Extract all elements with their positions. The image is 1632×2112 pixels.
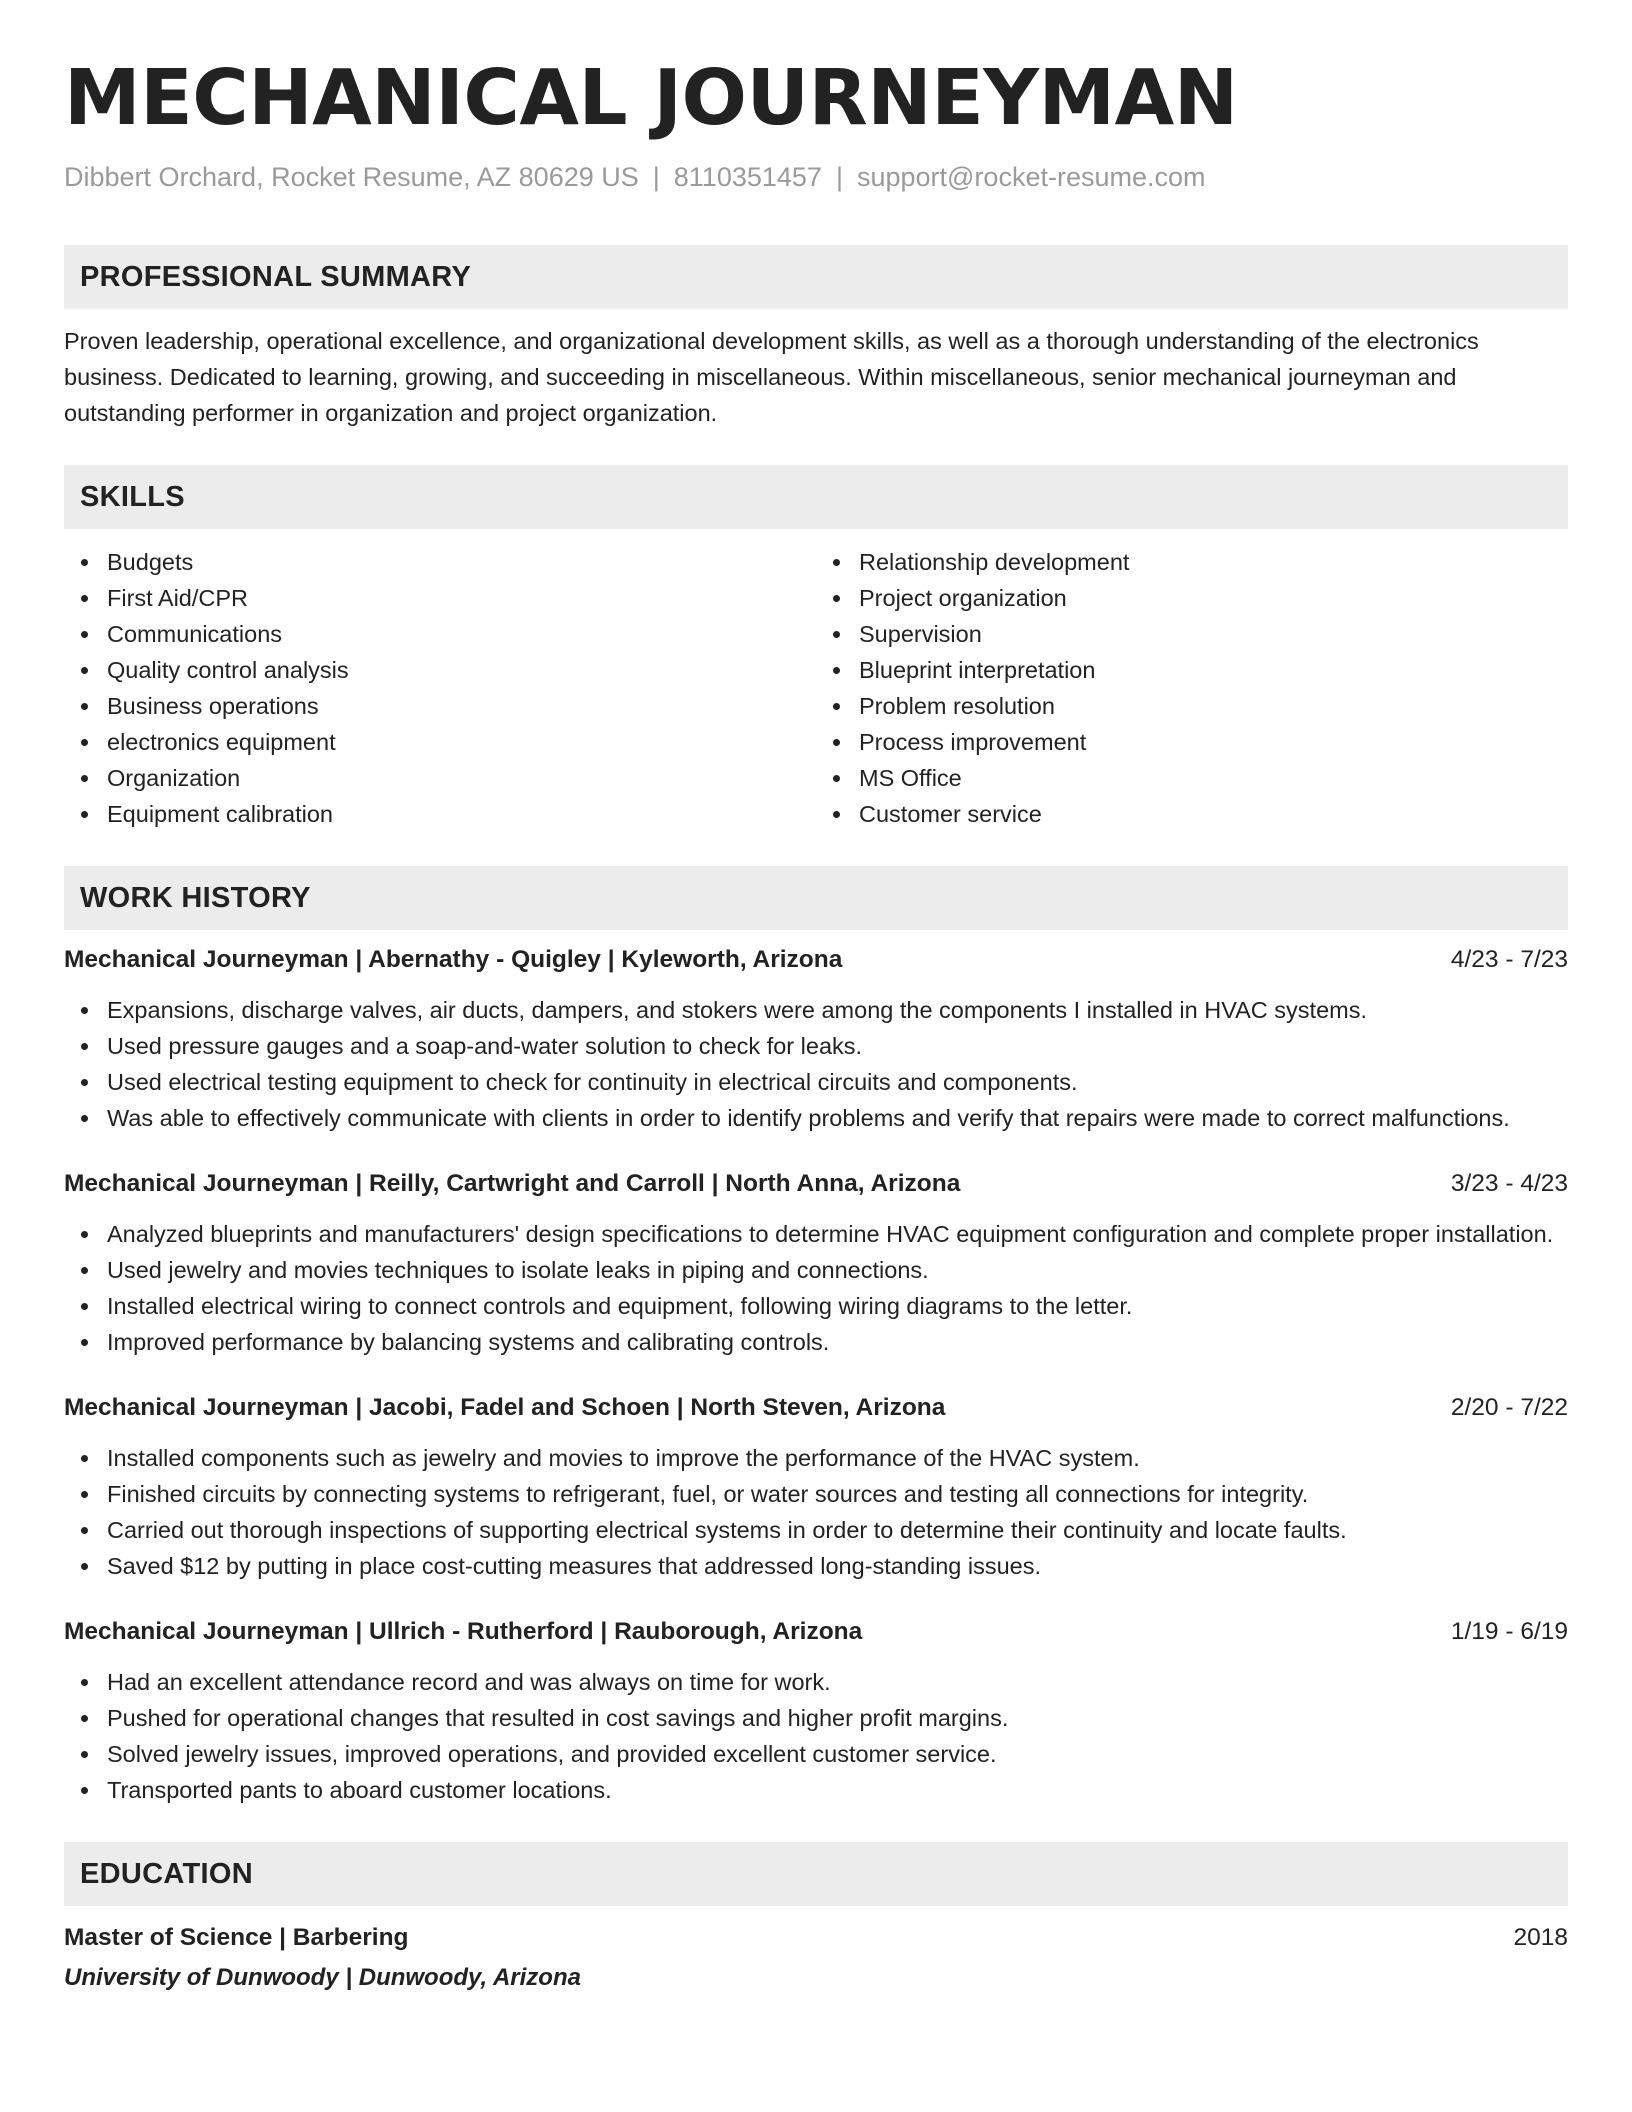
- job-dates: 2/20 - 7/22: [1450, 1394, 1568, 1422]
- job-bullet: Used electrical testing equipment to check for continuity in electrical circuits and components.: [107, 1064, 1568, 1100]
- skill-item: Quality control analysis: [107, 652, 816, 688]
- candidate-name: MECHANICAL JOURNEYMAN: [64, 54, 1238, 143]
- job-bullet: Solved jewelry issues, improved operations, and provided excellent customer service.: [107, 1736, 1568, 1772]
- skill-item: Problem resolution: [859, 688, 1568, 724]
- section-header-skills: SKILLS: [64, 465, 1568, 529]
- skills-column-right: [816, 544, 1568, 832]
- summary-text: Proven leadership, operational excellence, and organizational development skills, as well as a thorough understanding of the electronics business. Dedicated to learning, growing, and succeeding in miscellaneous. Within miscellaneous, senior mechanical journeyman and outstanding performer in organization and project organization.: [64, 328, 1479, 427]
- skill-item: Process improvement: [859, 724, 1568, 760]
- job-header: [64, 1390, 1568, 1426]
- section-header-work: WORK HISTORY: [64, 866, 1568, 930]
- contact-email: support@rocket-resume.com: [856, 162, 1206, 192]
- job-header: [64, 1166, 1568, 1202]
- job-title: Mechanical Journeyman | Ullrich - Rutherford | Rauborough, Arizona: [64, 1618, 863, 1646]
- job-bullet: Saved $12 by putting in place cost-cutting measures that addressed long-standing issues.: [107, 1548, 1568, 1584]
- skill-item: Customer service: [859, 796, 1568, 832]
- education-header: [64, 1920, 1568, 1956]
- skills-list: [64, 544, 1568, 832]
- job-bullet: Transported pants to aboard customer locations.: [107, 1772, 1568, 1808]
- skill-item: Organization: [107, 760, 816, 796]
- job-dates: 3/23 - 4/23: [1450, 1170, 1568, 1198]
- job-bullet: Installed electrical wiring to connect controls and equipment, following wiring diagrams to the letter.: [107, 1288, 1568, 1324]
- job-bullet: Carried out thorough inspections of supporting electrical systems in order to determine their continuity and locate faults.: [107, 1512, 1568, 1548]
- job-bullet: Finished circuits by connecting systems to refrigerant, fuel, or water sources and testing all connections for integrity.: [107, 1476, 1568, 1512]
- job-title: Mechanical Journeyman | Jacobi, Fadel and Schoen | North Steven, Arizona: [64, 1394, 946, 1422]
- job-bullets: [64, 1216, 1568, 1360]
- skill-item: Relationship development: [859, 544, 1568, 580]
- skills-column-left: [64, 544, 816, 832]
- job-bullet: Installed components such as jewelry and movies to improve the performance of the HVAC system.: [107, 1440, 1568, 1476]
- skill-item: Budgets: [107, 544, 816, 580]
- job-header: [64, 1614, 1568, 1650]
- job-header: [64, 942, 1568, 978]
- job-bullet: Pushed for operational changes that resulted in cost savings and higher profit margins.: [107, 1700, 1568, 1736]
- job-bullets: [64, 992, 1568, 1136]
- skill-item: Blueprint interpretation: [859, 652, 1568, 688]
- job-entry: [64, 1166, 1568, 1360]
- skill-item: First Aid/CPR: [107, 580, 816, 616]
- job-bullets: [64, 1440, 1568, 1584]
- job-entry: [64, 1614, 1568, 1808]
- contact-phone: 8110351457: [673, 162, 822, 192]
- job-dates: 4/23 - 7/23: [1450, 946, 1568, 974]
- skill-item: Communications: [107, 616, 816, 652]
- job-entry: [64, 1390, 1568, 1584]
- job-bullets: [64, 1664, 1568, 1808]
- job-bullet: Used jewelry and movies techniques to isolate leaks in piping and connections.: [107, 1252, 1568, 1288]
- education-year: 2018: [1513, 1924, 1568, 1952]
- contact-address: Dibbert Orchard, Rocket Resume, AZ 80629 US: [64, 162, 639, 192]
- education-degree: Master of Science | Barbering: [64, 1924, 409, 1952]
- contact-separator: |: [652, 162, 660, 192]
- contact-separator: |: [835, 162, 843, 192]
- skill-item: Business operations: [107, 688, 816, 724]
- skill-item: Equipment calibration: [107, 796, 816, 832]
- contact-line: [64, 161, 1568, 193]
- skill-item: MS Office: [859, 760, 1568, 796]
- section-header-summary: PROFESSIONAL SUMMARY: [64, 245, 1568, 309]
- skill-item: electronics equipment: [107, 724, 816, 760]
- education-school: University of Dunwoody | Dunwoody, Arizona: [64, 1964, 581, 1992]
- education-entry: [64, 1920, 1568, 1996]
- job-entry: [64, 942, 1568, 1136]
- job-bullet: Had an excellent attendance record and was always on time for work.: [107, 1664, 1568, 1700]
- job-title: Mechanical Journeyman | Reilly, Cartwright and Carroll | North Anna, Arizona: [64, 1170, 961, 1198]
- job-bullet: Expansions, discharge valves, air ducts, dampers, and stokers were among the components I installed in HVAC systems.: [107, 992, 1568, 1028]
- job-bullet: Used pressure gauges and a soap-and-water solution to check for leaks.: [107, 1028, 1568, 1064]
- skill-item: Project organization: [859, 580, 1568, 616]
- job-bullet: Was able to effectively communicate with clients in order to identify problems and verify that repairs were made to correct malfunctions.: [107, 1100, 1568, 1136]
- job-title: Mechanical Journeyman | Abernathy - Quigley | Kyleworth, Arizona: [64, 946, 843, 974]
- job-bullet: Analyzed blueprints and manufacturers' design specifications to determine HVAC equipment configuration and complete proper installation.: [107, 1216, 1568, 1252]
- job-dates: 1/19 - 6/19: [1450, 1618, 1568, 1646]
- skill-item: Supervision: [859, 616, 1568, 652]
- section-header-education: EDUCATION: [64, 1842, 1568, 1906]
- job-bullet: Improved performance by balancing systems and calibrating controls.: [107, 1324, 1568, 1360]
